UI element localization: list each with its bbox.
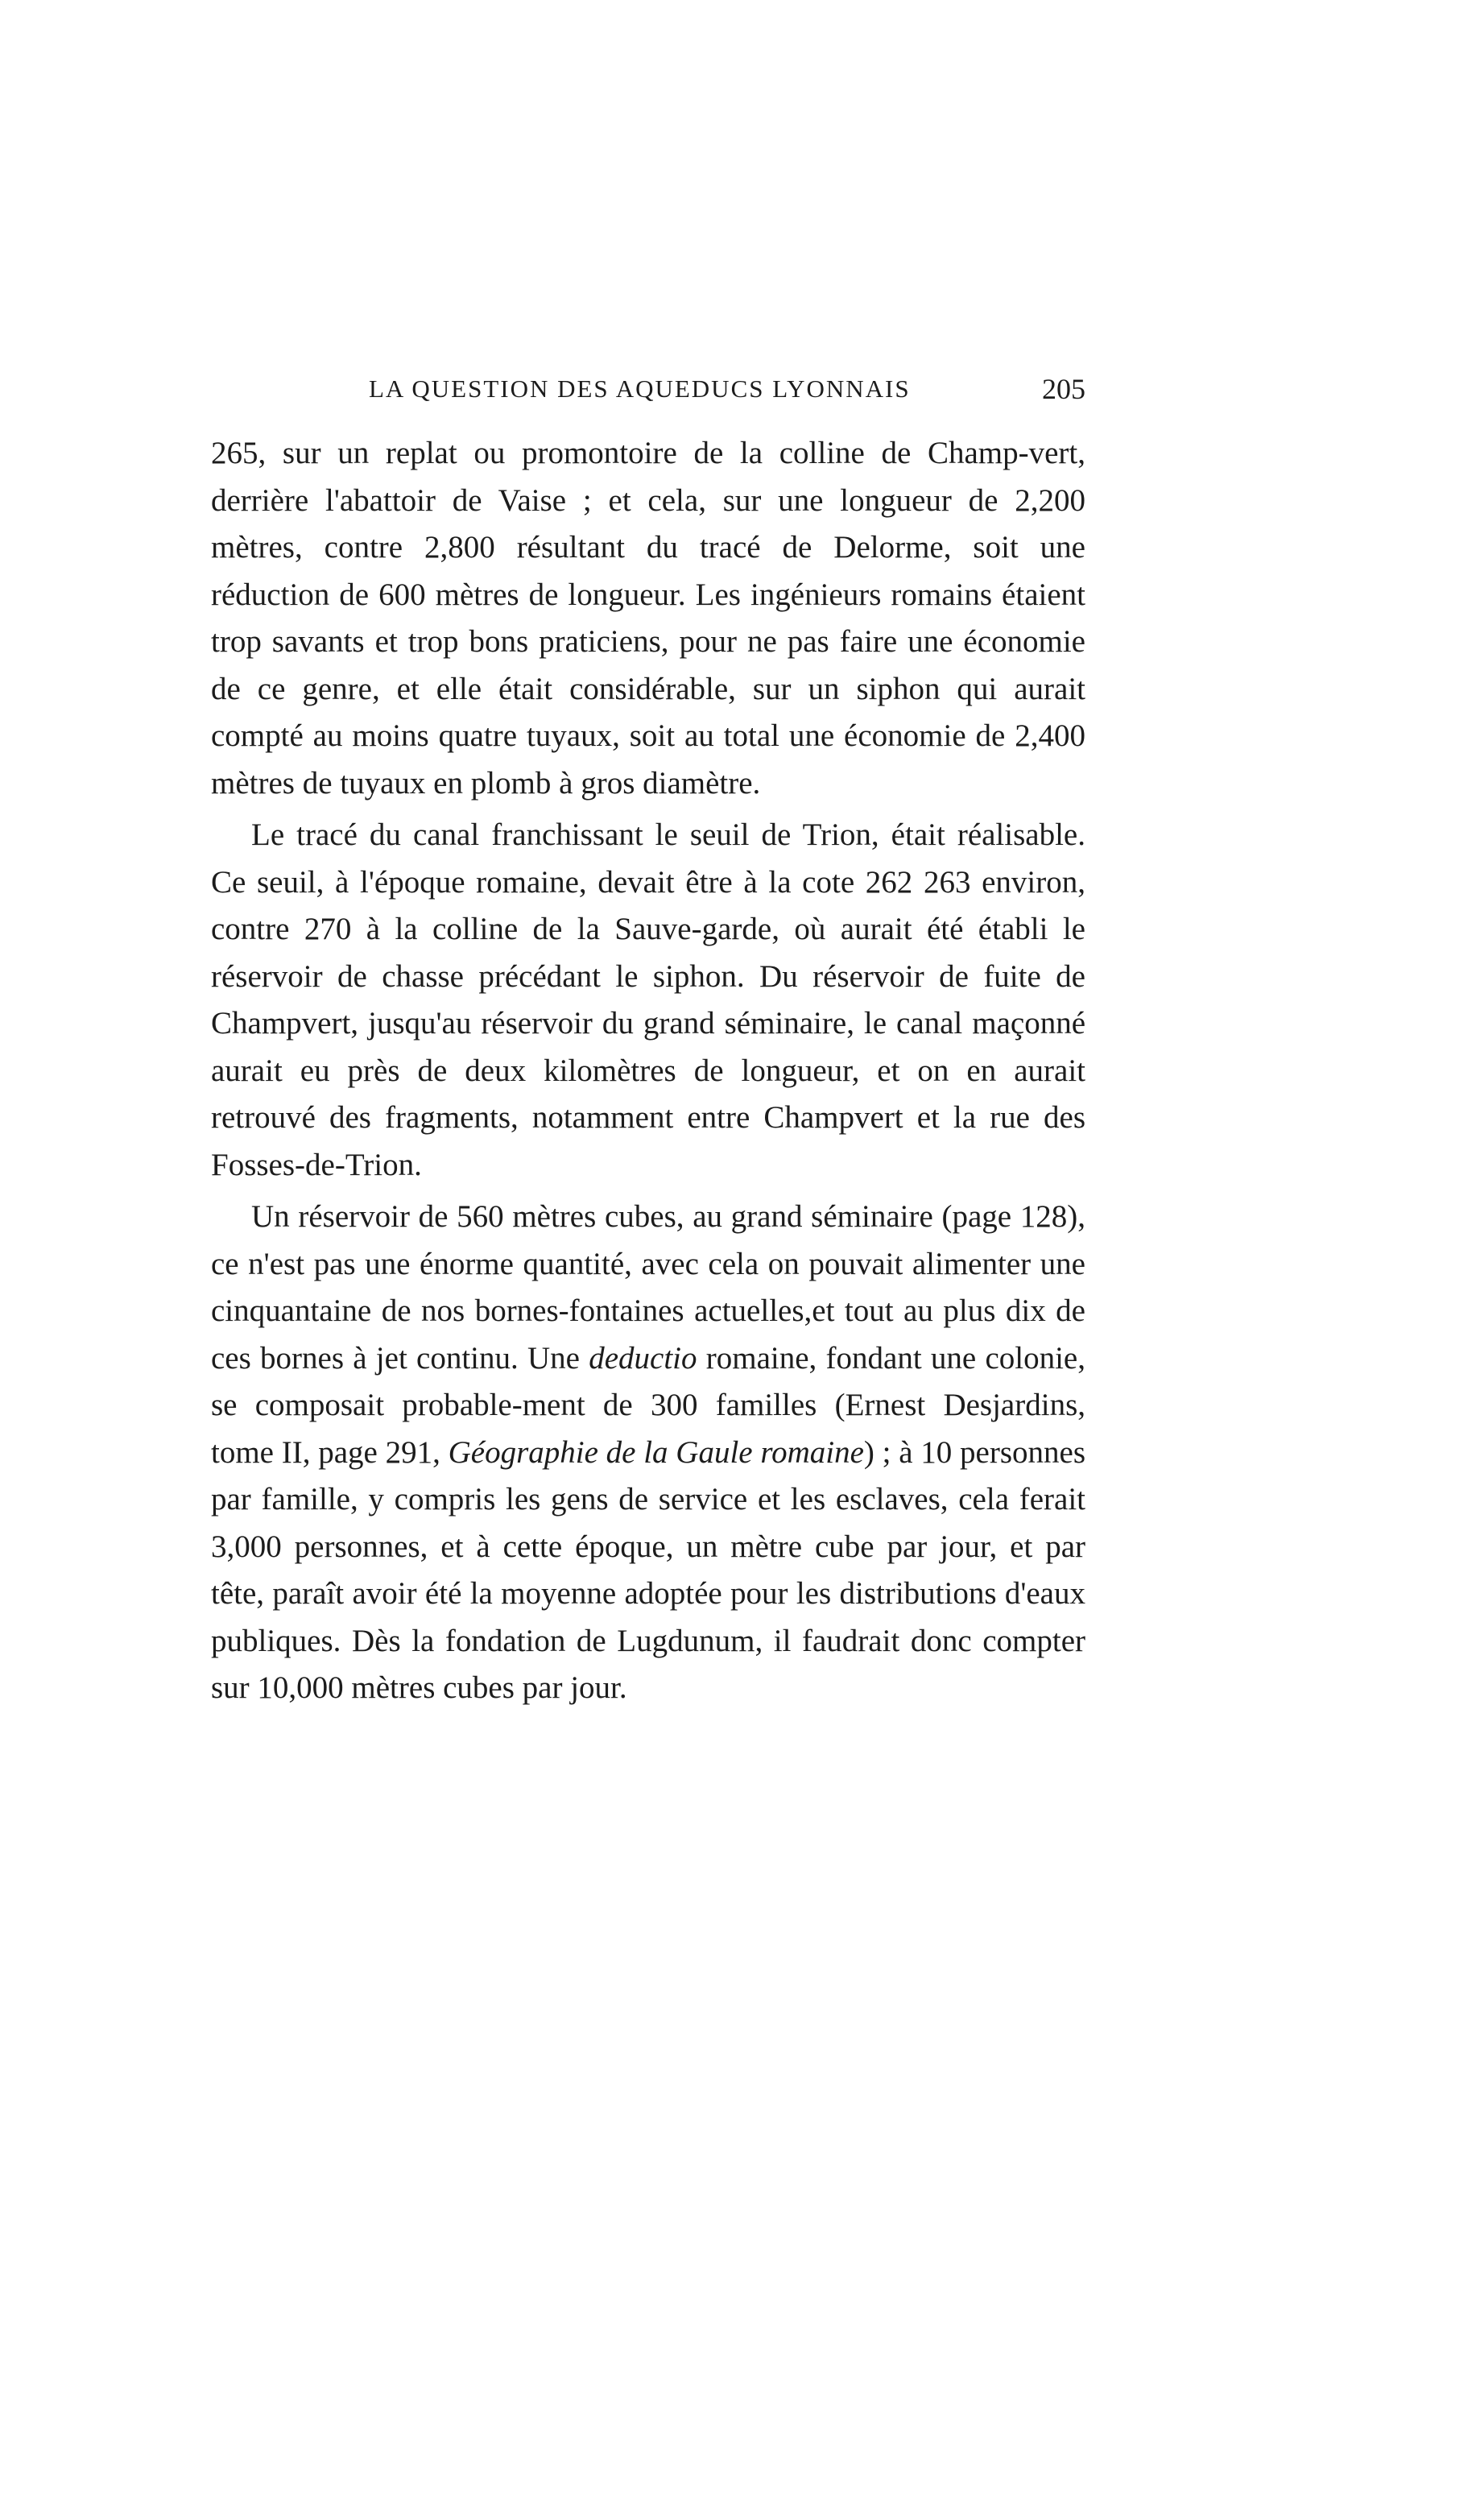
italic-book-title: Géographie de la Gaule romaine — [448, 1434, 864, 1470]
paragraph-3 — [211, 1194, 1085, 1712]
page-number: 205 — [1042, 373, 1085, 405]
body-text — [211, 430, 1085, 1712]
italic-deductio: deductio — [589, 1340, 697, 1376]
running-title: LA QUESTION DES AQUEDUCS LYONNAIS — [369, 374, 911, 403]
paragraph-3-part-1: Un réservoir de 560 mètres cubes, au grand séminaire (page 128), ce n'est pas une énorme quantité, avec cela on pouvait alimenter une cinquantaine de nos bornes-fontaines actuelles,et tout au plus dix de ces bornes à jet continu. Une — [211, 1199, 1085, 1376]
paragraph-2: Le tracé du canal franchissant le seuil de Trion, était réalisable. Ce seuil, à l'époque romaine, devait être à la cote 262 263 environ, contre 270 à la colline de la Sauve-garde, où aurait été établi le réservoir de chasse précédant le siphon. Du réservoir de fuite de Champvert, jusqu'au réservoir du grand séminaire, le canal maçonné aurait eu près de deux kilomètres de longueur, et on en aurait retrouvé des fragments, notamment entre Champvert et la rue des Fosses-de-Trion. — [211, 817, 1085, 1182]
paragraph-1: 265, sur un replat ou promontoire de la colline de Champ-vert, derrière l'abattoir de Vaise ; et cela, sur une longueur de 2,200 mètres, contre 2,800 résultant du tracé de Delorme, soit une réduction de 600 mètres de longueur. Les ingénieurs romains étaient trop savants et trop bons praticiens, pour ne pas faire une économie de ce genre, et elle était considérable, sur un siphon qui aurait compté au moins quatre tuyaux, soit au total une économie de 2,400 mètres de tuyaux en plomb à gros diamètre. — [211, 436, 1085, 801]
paragraph-3-part-3: ) ; à 10 personnes par famille, y compris les gens de service et les esclaves, cela ferait 3,000 personnes, et à cette époque, un mètre cube par jour, et par tête, paraît avoir été la moyenne adoptée pour les distributions d'eaux publiques. Dès la fondation de Lugdunum, il faudrait donc compter sur 10,000 mètres cubes par jour. — [211, 1434, 1086, 1705]
paragraph-3-part-2: romaine, fondant une colonie, se composait probable-ment de 300 familles (Ernest Desjardins, tome II, page 291, — [211, 1340, 1085, 1470]
running-head — [211, 369, 1085, 409]
